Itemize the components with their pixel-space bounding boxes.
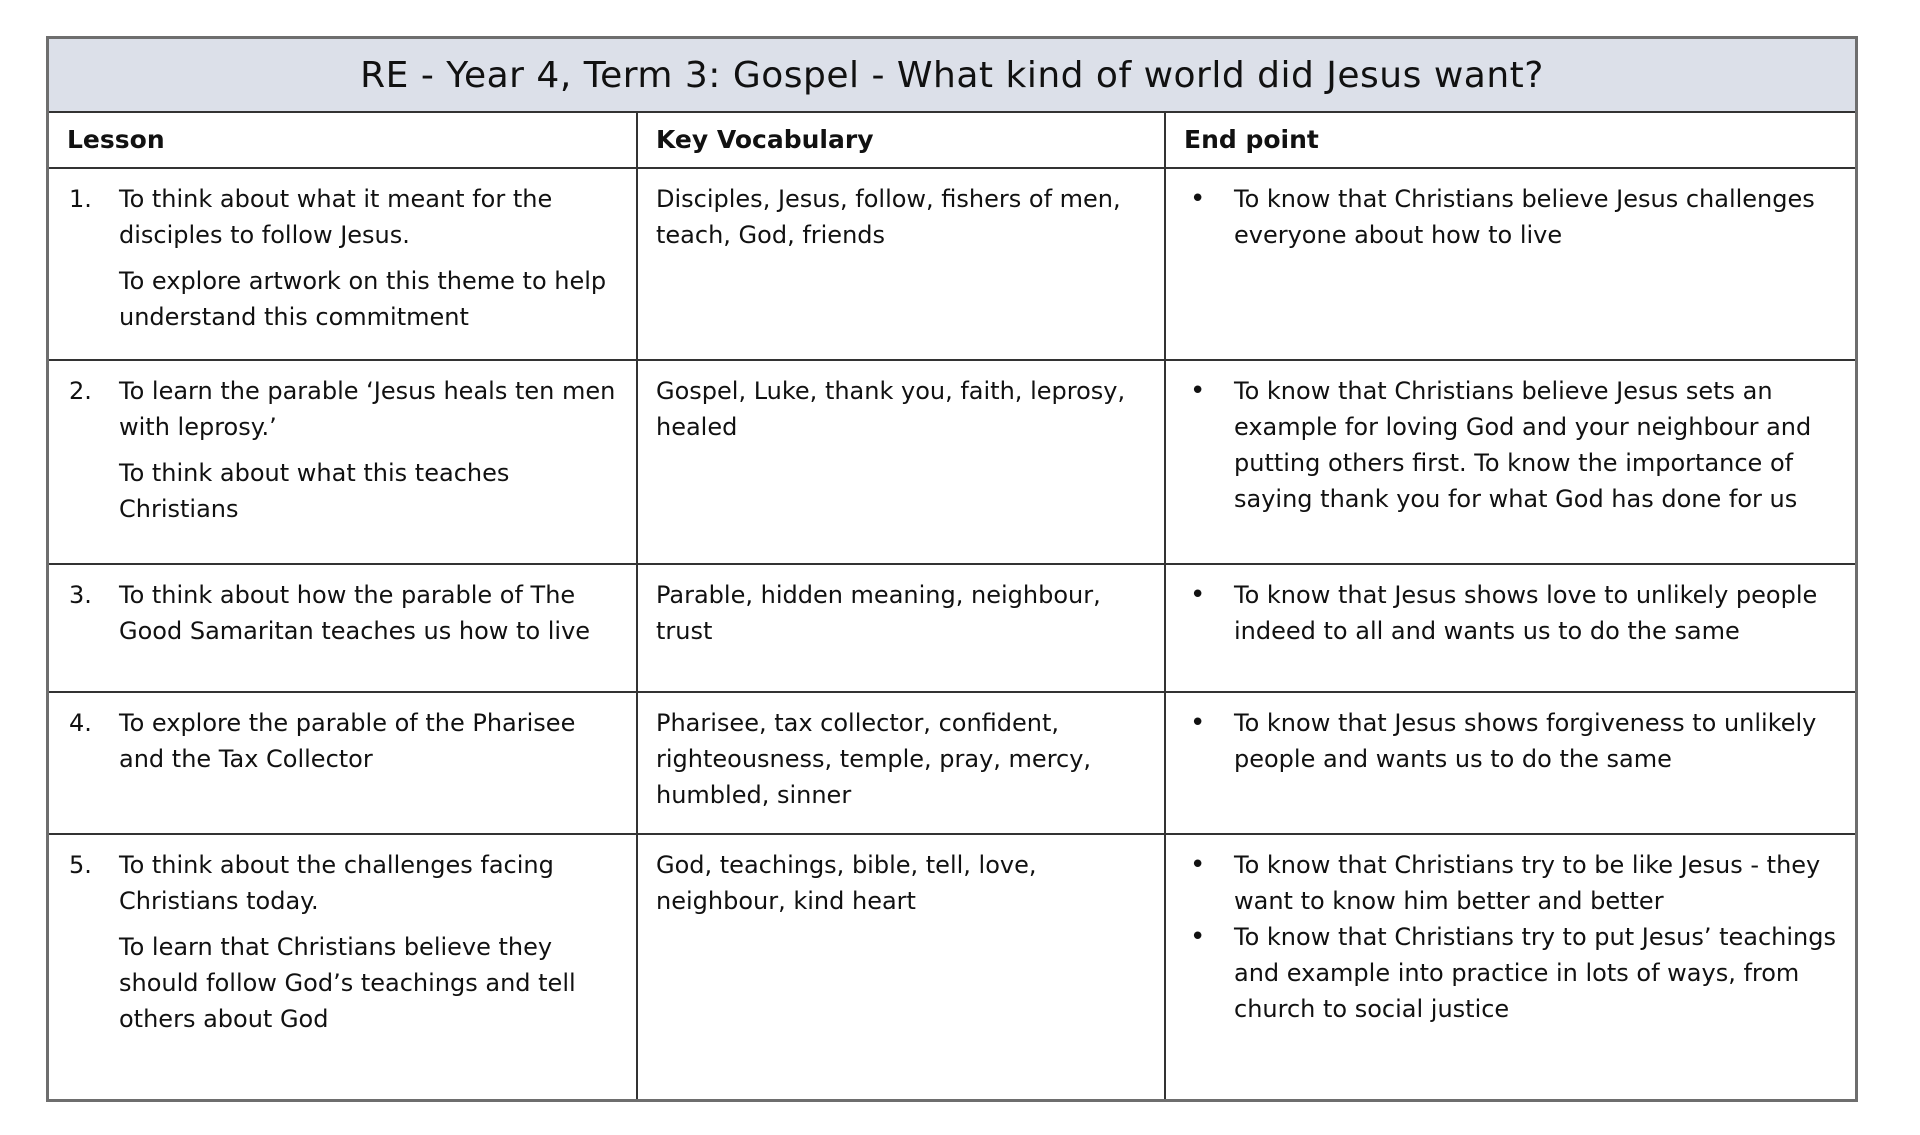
- lesson-objective: To think about what it meant for the disciples to follow Jesus.: [119, 185, 553, 249]
- lesson-number: 2.: [69, 377, 92, 405]
- lesson-objective: To explore artwork on this theme to help understand this commitment: [119, 267, 607, 331]
- endpoint-text: To know that Jesus shows love to unlikely people indeed to all and wants us to do the same: [1234, 581, 1818, 645]
- lesson-number: 5.: [69, 851, 92, 879]
- bullet-icon: •: [1190, 580, 1206, 610]
- column-header-vocabulary: Key Vocabulary: [638, 113, 1166, 167]
- vocabulary-text: God, teachings, bible, tell, love, neighbour, kind heart: [656, 851, 1037, 915]
- endpoint-cell: [1166, 693, 1855, 833]
- vocabulary-text: Gospel, Luke, thank you, faith, leprosy, healed: [656, 377, 1126, 441]
- lesson-number: 1.: [69, 185, 92, 213]
- lesson-objective: To learn the parable ‘Jesus heals ten men with leprosy.’: [119, 377, 616, 441]
- page-title: RE - Year 4, Term 3: Gospel - What kind of world did Jesus want?: [360, 54, 1544, 96]
- vocabulary-cell: [638, 835, 1166, 1099]
- endpoint-text: To know that Christians try to put Jesus’ teachings and example into practice in lots of ways, from church to social justice: [1234, 923, 1836, 1023]
- column-header-lesson: Lesson: [49, 113, 638, 167]
- table-row: [49, 169, 1855, 361]
- table-row: [49, 693, 1855, 835]
- bullet-icon: •: [1190, 376, 1206, 406]
- endpoint-cell: [1166, 565, 1855, 691]
- endpoint-text: To know that Jesus shows forgiveness to unlikely people and wants us to do the same: [1234, 709, 1817, 773]
- column-header-endpoint: End point: [1184, 125, 1319, 154]
- vocabulary-cell: [638, 169, 1166, 359]
- lesson-cell: [49, 835, 638, 1099]
- curriculum-table: [46, 36, 1858, 1102]
- lesson-cell: [49, 169, 638, 359]
- lesson-number: 3.: [69, 581, 92, 609]
- endpoint-cell: [1166, 835, 1855, 1099]
- bullet-icon: •: [1190, 184, 1206, 214]
- vocabulary-cell: [638, 565, 1166, 691]
- lesson-cell: [49, 361, 638, 563]
- table-row: [49, 361, 1855, 565]
- endpoint-text: To know that Christians try to be like Jesus - they want to know him better and better: [1234, 851, 1821, 915]
- lesson-objective: To think about the challenges facing Christians today.: [119, 851, 554, 915]
- bullet-icon: •: [1190, 850, 1206, 880]
- vocabulary-cell: [638, 693, 1166, 833]
- endpoint-cell: [1166, 361, 1855, 563]
- bullet-icon: •: [1190, 922, 1206, 952]
- table-title-bar: [49, 39, 1855, 113]
- lesson-objective: To think about what this teaches Christians: [119, 459, 510, 523]
- vocabulary-text: Pharisee, tax collector, confident, righteousness, temple, pray, mercy, humbled, sinner: [656, 709, 1092, 809]
- table-row: [49, 565, 1855, 693]
- lesson-number: 4.: [69, 709, 92, 737]
- table-row: [49, 835, 1855, 1099]
- lesson-objective: To think about how the parable of The Good Samaritan teaches us how to live: [119, 581, 591, 645]
- vocabulary-cell: [638, 361, 1166, 563]
- endpoint-text: To know that Christians believe Jesus sets an example for loving God and your neighbour and putting others first. To know the importance of saying thank you for what God has done for us: [1234, 377, 1812, 513]
- endpoint-text: To know that Christians believe Jesus challenges everyone about how to live: [1234, 185, 1815, 249]
- lesson-cell: [49, 565, 638, 691]
- lesson-objective: To learn that Christians believe they should follow God’s teachings and tell others about God: [119, 933, 576, 1033]
- lesson-cell: [49, 693, 638, 833]
- vocabulary-text: Disciples, Jesus, follow, fishers of men, teach, God, friends: [656, 185, 1121, 249]
- vocabulary-text: Parable, hidden meaning, neighbour, trust: [656, 581, 1101, 645]
- table-header-row: [49, 113, 1855, 169]
- endpoint-cell: [1166, 169, 1855, 359]
- bullet-icon: •: [1190, 708, 1206, 738]
- lesson-objective: To explore the parable of the Pharisee and the Tax Collector: [119, 709, 576, 773]
